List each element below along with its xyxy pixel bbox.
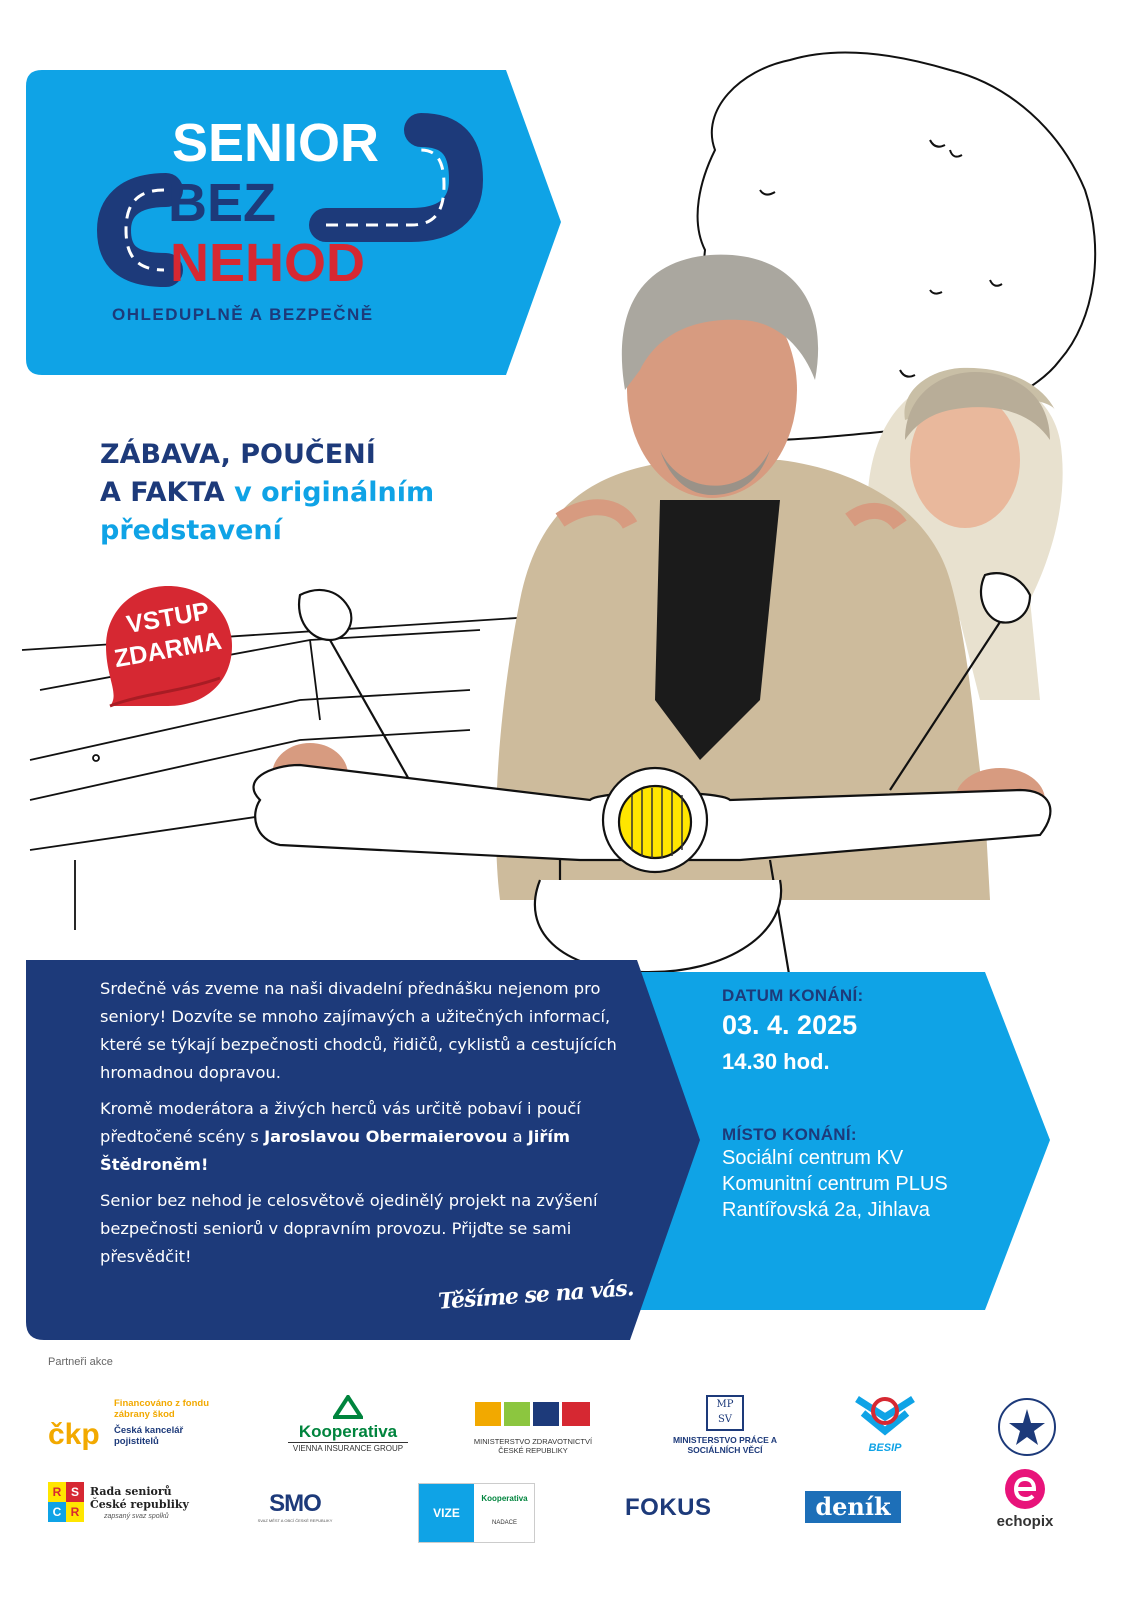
headline-line2-dark: A FAKTA: [100, 477, 225, 508]
place-line-1: Sociální centrum KV: [722, 1147, 904, 1169]
partners-label: Partneři akce: [48, 1356, 113, 1368]
rscr-letter: C: [48, 1502, 66, 1522]
echopix-logo: [985, 1468, 1065, 1534]
free-entry-badge: [100, 582, 236, 710]
invite-text: [100, 975, 620, 1279]
ckp-fund: Financováno z fondu zábrany škod: [114, 1398, 209, 1420]
kooperativa-name: Kooperativa: [298, 1422, 398, 1441]
kooperativa-sub: VIENNA INSURANCE GROUP: [288, 1442, 408, 1453]
besip-name: BESIP: [868, 1442, 902, 1454]
place-line-2: Komunitní centrum PLUS: [722, 1173, 948, 1195]
invite-paragraph-2: [100, 1095, 620, 1179]
invite-paragraph-1: Srdečně vás zveme na naši divadelní přednášku nejenom pro seniory! Dozvíte se mnoho zajímavých a užitečných informací, které se týkají bezpečnosti chodců, řidičů, cyklistů a cestujících hromadnou dopravou.: [100, 979, 617, 1082]
rscr-letters: [48, 1482, 84, 1522]
logo-senior: SENIOR: [172, 113, 380, 173]
vize-nadace: NADACE: [491, 1520, 517, 1526]
actor-name-1: Jaroslavou Obermaierovou: [264, 1127, 508, 1146]
mpsv-mark: MP SV: [706, 1395, 744, 1431]
ckp-logo: [48, 1398, 228, 1458]
event-date: 03. 4. 2025: [722, 1010, 858, 1040]
ministry-health-name: MINISTERSTVO ZDRAVOTNICTVÍ ČESKÉ REPUBLIKY: [473, 1437, 593, 1455]
besip-logo: [850, 1395, 920, 1457]
mpsv-logo: [660, 1395, 790, 1457]
ministry-health-icon: [473, 1400, 593, 1428]
headline: [100, 436, 520, 550]
smo-name: SMO: [269, 1490, 321, 1517]
ministry-health-logo: [468, 1400, 598, 1455]
ckp-name: Česká kancelář pojistitelů: [114, 1425, 184, 1447]
vize-logo: [418, 1483, 535, 1543]
ckp-mark: čkp: [48, 1418, 100, 1451]
headline-line2: [100, 474, 520, 512]
police-logo: [995, 1395, 1059, 1459]
rscr-letter: S: [66, 1482, 84, 1502]
headline-line1: ZÁBAVA, POUČENÍ: [100, 439, 376, 470]
kooperativa-icon: [333, 1395, 363, 1419]
place-line-3: Rantířovská 2a, Jihlava: [722, 1199, 930, 1221]
echopix-icon: [1004, 1468, 1046, 1510]
logo-bez: BEZ: [168, 173, 276, 233]
echopix-name: echopix: [996, 1513, 1054, 1530]
signature: Těšíme se na vás.: [437, 1275, 635, 1315]
denik-logo: deník: [805, 1491, 901, 1523]
invite-p2-text: Kromě moderátora a živých herců vás určitě pobaví i poučí předtočené scény s: [100, 1099, 581, 1146]
place-label: MÍSTO KONÁNÍ:: [722, 1125, 857, 1144]
badge-line1: VSTUP: [124, 596, 212, 640]
smo-sub: SVAZ MĚST A OBCÍ ČESKÉ REPUBLIKY: [257, 1518, 333, 1523]
mpsv-name: MINISTERSTVO PRÁCE A SOCIÁLNÍCH VĚCÍ: [672, 1435, 778, 1455]
headline-line3: představení: [100, 515, 282, 546]
vize-koop: Kooperativa: [481, 1494, 528, 1503]
fokus-logo: FOKUS: [625, 1494, 712, 1521]
invite-paragraph-3: Senior bez nehod je celosvětově ojedinělý projekt na zvýšení bezpečnosti seniorů v dopravním provozu. Přijďte se sami přesvědčit!: [100, 1191, 598, 1266]
kooperativa-logo: [288, 1395, 408, 1457]
rscr-sub: zapsaný svaz spolků: [104, 1513, 169, 1520]
headlight: [619, 786, 691, 858]
badge-line2: ZDARMA: [112, 626, 224, 674]
date-label: DATUM KONÁNÍ:: [722, 986, 864, 1005]
vize-name: VIZE: [419, 1484, 474, 1542]
rada-senioru-logo: [48, 1482, 198, 1526]
logo-nehod: NEHOD: [170, 233, 366, 293]
besip-icon: [853, 1395, 917, 1439]
smo-logo: [255, 1490, 335, 1526]
event-details: [722, 986, 1022, 1223]
invite-p2-and: a: [507, 1127, 528, 1146]
event-time: 14.30 hod.: [722, 1049, 830, 1074]
logo-tagline: OHLEDUPLNĚ A BEZPEČNĚ: [112, 305, 374, 324]
headline-line2-light: v originálním: [224, 477, 435, 508]
rscr-letter: R: [48, 1482, 66, 1502]
actor-name-2: Jiřím Štědroněm!: [100, 1127, 570, 1174]
rscr-name: Rada seniorů České republiky: [90, 1485, 189, 1511]
rscr-letter: R: [66, 1502, 84, 1522]
